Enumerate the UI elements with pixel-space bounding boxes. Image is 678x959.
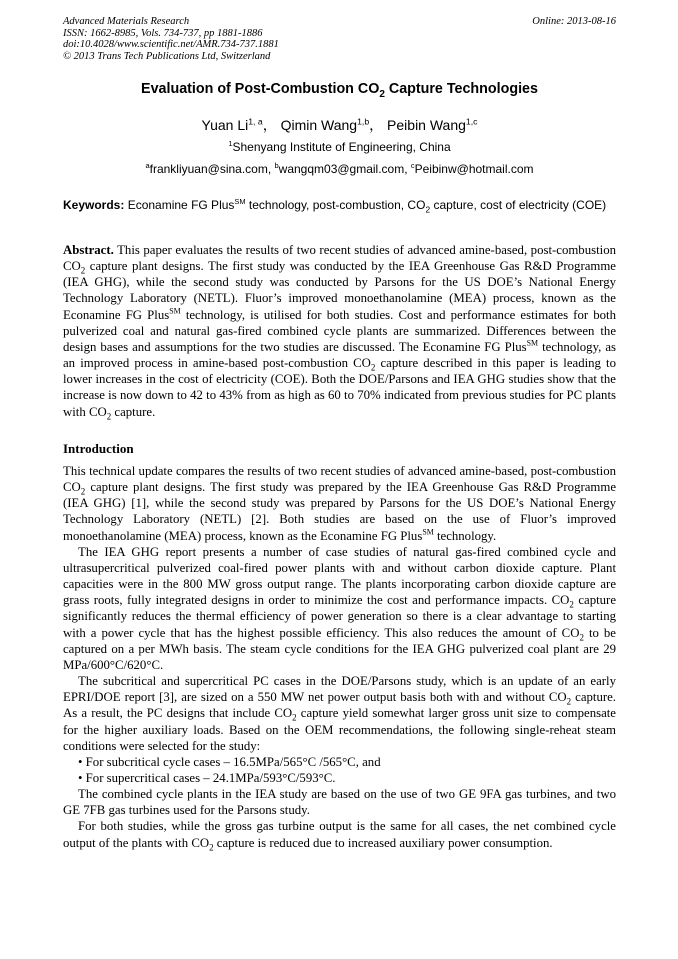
keywords xyxy=(63,198,616,213)
superscript: SM xyxy=(169,306,181,316)
author-separator: ， xyxy=(262,117,277,133)
abstract-text: technology, as an improved process in amine-based post-combustion CO xyxy=(63,339,616,371)
paragraph-text: capture significantly reduces the thermal efficiency of power generation so there is a clear advantage to starting with a power cycle that has the highest possible efficiency. This also reduces the amount of CO xyxy=(63,593,617,640)
subscript: 2 xyxy=(370,362,376,373)
abstract-paragraph xyxy=(63,242,616,420)
subscript: 2 xyxy=(80,486,86,497)
email-marker-b: b xyxy=(274,161,279,170)
intro-paragraph-2 xyxy=(63,544,616,673)
email-a[interactable]: frankliyuan@sina.com, xyxy=(149,162,275,176)
affiliation-marker: 1 xyxy=(228,139,233,148)
subscript: 2 xyxy=(106,411,112,422)
intro-paragraph-5 xyxy=(63,818,616,853)
doi-line[interactable]: doi:10.4028/www.scientific.net/AMR.734-737.1881 xyxy=(63,39,279,50)
title-text-end: Capture Technologies xyxy=(384,81,538,97)
author-3: Peibin Wang xyxy=(387,117,466,133)
paragraph-text: capture plant designs. The first study was prepared by the IEA Greenhouse Gas R&D Programme (IEA GHG) [1], while the second study was prepared by Parsons for the US DOE’s National Energy Technology Laboratory (NETL) [2]. Both studies are based on the use of Fluor’s improved monoethanolamine (MEA) process, known as the Econamine FG Plus xyxy=(63,480,616,543)
affiliation xyxy=(63,140,616,154)
keywords-sm: SM xyxy=(234,197,246,206)
paragraph-text: capture. As a result, the PC designs that include CO xyxy=(63,690,616,721)
superscript: SM xyxy=(526,338,539,348)
author-1-affil: 1, a xyxy=(248,116,263,127)
online-date: Online: 2013-08-16 xyxy=(532,16,616,27)
email-marker-a: a xyxy=(145,161,150,170)
intro-paragraph-3 xyxy=(63,673,616,754)
abstract-text: capture described in this paper is leading to lower increases in the cost of electricity (COE). Both the DOE/Parsons and IEA GHG studies show that the increase is now down to 42 to 43% from as high as 60 to 70% indicated from previous studies for PC plants with CO xyxy=(63,356,617,419)
author-separator: ， xyxy=(369,117,384,133)
keywords-label: Keywords: xyxy=(63,198,125,212)
paragraph-text: technology. xyxy=(433,528,497,543)
paragraph-text: For both studies, while the gross gas turbine output is the same for all cases, the net combined cycle output of the plants with CO xyxy=(63,819,616,850)
email-b[interactable]: wangqm03@gmail.com, xyxy=(278,162,411,176)
author-2: Qimin Wang xyxy=(280,117,358,133)
issn-line: ISSN: 1662-8985, Vols. 734-737, pp 1881-1886 xyxy=(63,27,263,39)
bullet-supercritical: • For supercritical cases – 24.1MPa/593°C/593°C. xyxy=(78,770,336,785)
abstract-label: Abstract. xyxy=(63,243,114,257)
keywords-text: Econamine FG Plus xyxy=(124,198,235,212)
paragraph-text: This technical update compares the results of two recent studies of advanced amine-based, post-combustion CO xyxy=(63,464,616,495)
abstract xyxy=(63,242,616,420)
journal-name: Advanced Materials Research xyxy=(63,16,190,27)
abstract-text: capture. xyxy=(111,404,156,419)
intro-paragraph-1 xyxy=(63,463,616,544)
abstract-text: capture plant designs. The first study was conducted by the IEA Greenhouse Gas R&D Programme (IEA GHG), while the second study was conducted by Parsons for the US DOE’s National Energy Technology Laboratory (NETL). Fluor’s improved monoethanolamine (MEA) process, known as the Econamine FG Plus xyxy=(63,259,616,322)
email-marker-c: c xyxy=(410,161,415,170)
paragraph-text: The subcritical and supercritical PC cases in the DOE/Parsons study, which is an update of an early EPRI/DOE report [3], are sized on a 550 MW net power output basis both with and without CO xyxy=(63,674,616,705)
copyright-line: © 2013 Trans Tech Publications Ltd, Switzerland xyxy=(63,50,271,62)
author-2-affil: 1,b xyxy=(357,116,370,127)
keywords-text: technology, post-combustion, CO xyxy=(245,198,426,212)
author-1: Yuan Li xyxy=(201,117,249,133)
subscript: 2 xyxy=(569,599,574,610)
abstract-text: technology, is utilised for both studies. Cost and performance estimates for both pulverized coal and natural gas-fired combined cycle plants are summarized. Differences between the design bases and assumptions for the two studies are discussed. The Econamine FG Plus xyxy=(63,307,616,354)
title-text: Evaluation of Post-Combustion CO xyxy=(141,81,380,97)
abstract-text: This paper evaluates the results of two recent studies of advanced amine-based, post-combustion CO xyxy=(63,243,616,274)
superscript: SM xyxy=(422,527,434,537)
paragraph-text: to be captured on a per MWh basis. The steam cycle conditions for the IEA GHG pulverized coal plant are 29 MPa/600°C/620°C. xyxy=(63,625,616,672)
author-3-affil: 1,c xyxy=(465,116,478,127)
author-emails xyxy=(63,162,616,176)
keywords-subscript: 2 xyxy=(425,204,431,215)
section-heading-introduction: Introduction xyxy=(63,441,134,456)
title-subscript: 2 xyxy=(379,88,385,100)
paragraph-text: The IEA GHG report presents a number of case studies of natural gas-fired combined cycle and ultrasupercritical pulverized coal-fired power plants with and without carbon dioxide capture. Plant capacities were in the 800 MW gross output range. The plants incorporating carbon dioxide capture are grass roots, fully integrated designs in order to minimize the cost and performance impacts. CO xyxy=(63,544,616,608)
subscript: 2 xyxy=(209,842,214,853)
author-list xyxy=(63,115,616,135)
subscript: 2 xyxy=(80,265,86,276)
subscript: 2 xyxy=(566,696,572,707)
introduction-body xyxy=(63,463,616,851)
keywords-text: capture, cost of electricity (COE) xyxy=(430,198,607,212)
email-c[interactable]: Peibinw@hotmail.com xyxy=(414,162,534,176)
paper-title xyxy=(63,81,616,100)
bullet-subcritical: • For subcritical cycle cases – 16.5MPa/565°C /565°C, and xyxy=(78,754,381,769)
intro-paragraph-4: The combined cycle plants in the IEA study are based on the use of two GE 9FA gas turbines, and two GE 7FB gas turbines used for the Parsons study. xyxy=(63,787,616,818)
subscript: 2 xyxy=(579,632,584,643)
affiliation-text: Shenyang Institute of Engineering, China xyxy=(232,140,451,154)
paragraph-text: capture is reduced due to increased auxiliary power consumption. xyxy=(213,835,553,850)
subscript: 2 xyxy=(292,712,297,723)
journal-header xyxy=(63,16,616,62)
paragraph-text: capture yield somewhat larger gross unit size to compensate for the higher auxiliary loads. Based on the OEM recommendations, the following single-reheat steam conditions were selected for the study: xyxy=(63,706,616,753)
